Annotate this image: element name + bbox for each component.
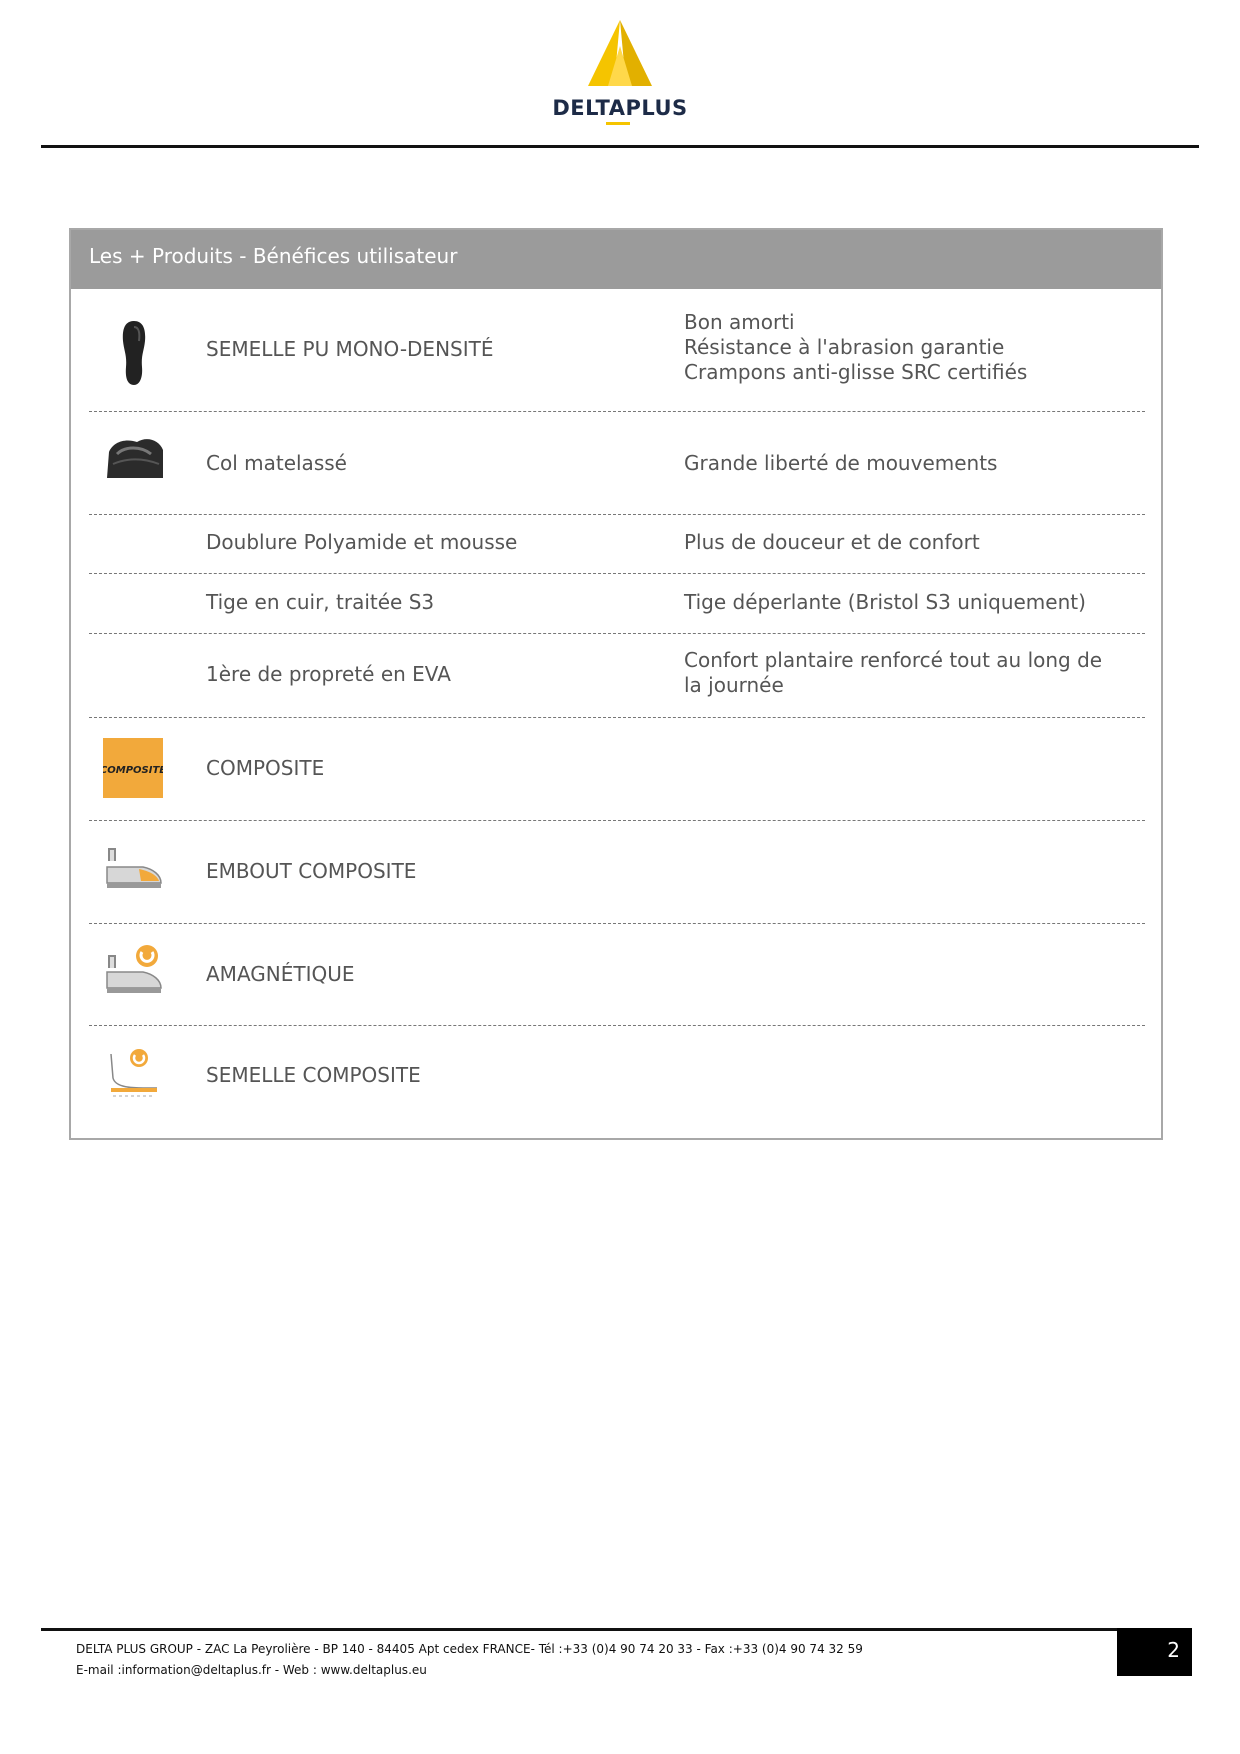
footer-divider — [41, 1628, 1161, 1631]
benefit-text: Bon amorti — [684, 310, 795, 334]
benefit-row — [89, 412, 1145, 515]
benefit-row — [89, 718, 1145, 821]
product-benefits-panel — [69, 228, 1163, 1140]
non-magnetic-icon — [103, 944, 165, 1004]
header-divider — [41, 145, 1199, 148]
benefit-row — [89, 574, 1145, 634]
composite-badge-icon — [103, 738, 165, 798]
benefit-list — [684, 648, 1124, 698]
benefit-text: Grande liberté de mouvements — [684, 451, 998, 475]
feature-label: Tige en cuir, traitée S3 — [206, 590, 435, 614]
panel-title: Les + Produits - Bénéfices utilisateur — [89, 244, 458, 268]
footer-contact: E-mail :information@deltaplus.fr - Web : www.deltaplus.eu — [76, 1663, 427, 1677]
benefit-text: Confort plantaire renforcé tout au long de la journée — [684, 648, 1103, 697]
feature-label: SEMELLE COMPOSITE — [206, 1063, 421, 1087]
page-number: 2 — [1167, 1638, 1180, 1662]
feature-label: EMBOUT COMPOSITE — [206, 859, 417, 883]
benefit-list — [684, 590, 1134, 615]
benefit-row — [89, 289, 1145, 412]
brand-name: DELTAPLUS — [552, 96, 688, 120]
benefit-list — [684, 530, 1134, 555]
feature-label: Doublure Polyamide et mousse — [206, 530, 518, 554]
padded-collar-icon — [103, 434, 165, 494]
benefit-row — [89, 821, 1145, 924]
benefit-text: Résistance à l'abrasion garantie — [684, 335, 1005, 359]
benefit-row — [89, 515, 1145, 574]
benefit-text: Tige déperlante (Bristol S3 uniquement) — [684, 590, 1086, 614]
page-number-box — [1117, 1628, 1192, 1676]
composite-sole-icon — [103, 1048, 165, 1108]
feature-label: 1ère de propreté en EVA — [206, 662, 451, 686]
panel-header — [71, 230, 1161, 289]
benefit-text: Crampons anti-glisse SRC certifiés — [684, 360, 1028, 384]
badge-text: COMPOSITE — [103, 765, 163, 776]
benefit-row — [89, 634, 1145, 718]
feature-label: SEMELLE PU MONO-DENSITÉ — [206, 337, 494, 361]
benefit-text: Plus de douceur et de confort — [684, 530, 980, 554]
feature-label: AMAGNÉTIQUE — [206, 962, 355, 986]
delta-triangle-icon — [580, 18, 660, 90]
brand-underline — [606, 122, 630, 125]
deltaplus-logo — [540, 18, 700, 128]
composite-toecap-icon — [103, 843, 165, 903]
benefit-list — [684, 451, 1134, 476]
feature-label: Col matelassé — [206, 451, 347, 475]
benefit-row — [89, 924, 1145, 1026]
benefit-row — [89, 1026, 1145, 1138]
feature-label: COMPOSITE — [206, 756, 325, 780]
footer-address: DELTA PLUS GROUP - ZAC La Peyrolière - BP 140 - 84405 Apt cedex FRANCE- Tél :+33 (0)4 90 74 20 33 - Fax :+33 (0)4 90 74 32 59 — [76, 1642, 863, 1656]
benefit-list — [684, 310, 1134, 385]
sole-icon — [103, 319, 165, 379]
